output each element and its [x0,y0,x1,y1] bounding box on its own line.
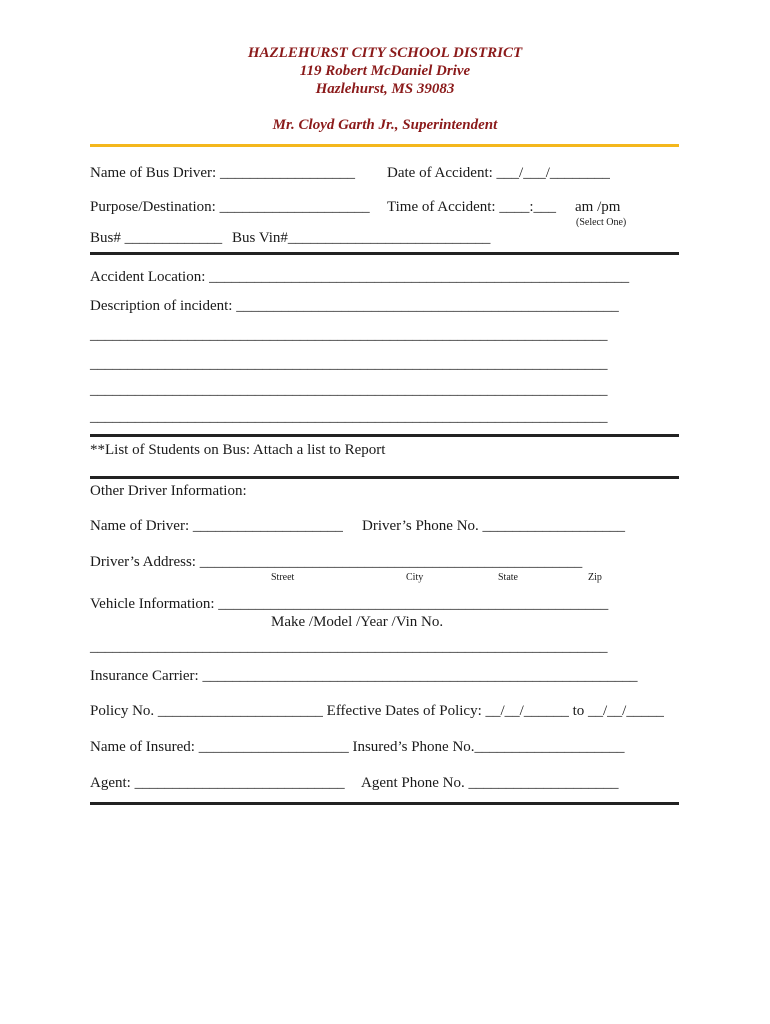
district-street: 119 Robert McDaniel Drive [299,63,471,79]
insurance-carrier-field[interactable]: Insurance Carrier: __________________________________________________________ [90,668,638,684]
street-label: Street [271,572,295,583]
description-line[interactable]: _____________________________________________________________________ [90,327,608,343]
agent-phone-field[interactable]: Agent Phone No. ____________________ [361,775,619,791]
time-of-accident-field[interactable]: Time of Accident: ____:___ [387,199,557,215]
superintendent-name: Mr. Cloyd Garth Jr., Superintendent [272,117,498,133]
district-city: Hazlehurst, MS 39083 [315,81,455,97]
section-divider-4 [90,802,679,805]
description-line[interactable]: _____________________________________________________________________ [90,382,608,398]
agent-field[interactable]: Agent: ____________________________ [90,775,345,791]
select-one-note: (Select One) [576,217,627,228]
description-field[interactable]: Description of incident: ___________________________________________________ [90,298,619,314]
accident-location-field[interactable]: Accident Location: ________________________________________________________ [90,269,630,285]
students-list-note: **List of Students on Bus: Attach a list to Report [90,442,386,458]
vehicle-info-field[interactable]: Vehicle Information: ____________________________________________________ [90,596,609,612]
insured-field[interactable]: Name of Insured: ____________________ Insured’s Phone No.____________________ [90,739,625,755]
other-driver-name-field[interactable]: Name of Driver: ____________________ [90,518,343,534]
state-label: State [498,572,518,583]
driver-address-field[interactable]: Driver’s Address: ___________________________________________________ [90,554,583,570]
driver-phone-field[interactable]: Driver’s Phone No. ___________________ [362,518,626,534]
vehicle-info-line[interactable]: _____________________________________________________________________ [90,639,608,655]
bus-number-field[interactable]: Bus# _____________ [90,230,223,246]
city-label: City [406,572,424,583]
description-line[interactable]: _____________________________________________________________________ [90,409,608,425]
am-pm-field[interactable]: am /pm [575,199,621,215]
bus-vin-field[interactable]: Bus Vin#___________________________ [232,230,491,246]
section-divider-3 [90,476,679,479]
description-line[interactable]: _____________________________________________________________________ [90,356,608,372]
other-driver-heading: Other Driver Information: [90,483,247,499]
date-of-accident-field[interactable]: Date of Accident: ___/___/________ [387,165,610,181]
policy-field[interactable]: Policy No. ______________________ Effective Dates of Policy: __/__/______ to __/__/_____ [90,703,664,719]
gold-divider [90,144,679,147]
purpose-field[interactable]: Purpose/Destination: ____________________ [90,199,370,215]
zip-label: Zip [588,572,602,583]
bus-driver-field[interactable]: Name of Bus Driver: __________________ [90,165,355,181]
district-name: HAZLEHURST CITY SCHOOL DISTRICT [247,45,523,61]
section-divider-1 [90,252,679,255]
vehicle-caption: Make /Model /Year /Vin No. [271,614,444,630]
section-divider-2 [90,434,679,437]
